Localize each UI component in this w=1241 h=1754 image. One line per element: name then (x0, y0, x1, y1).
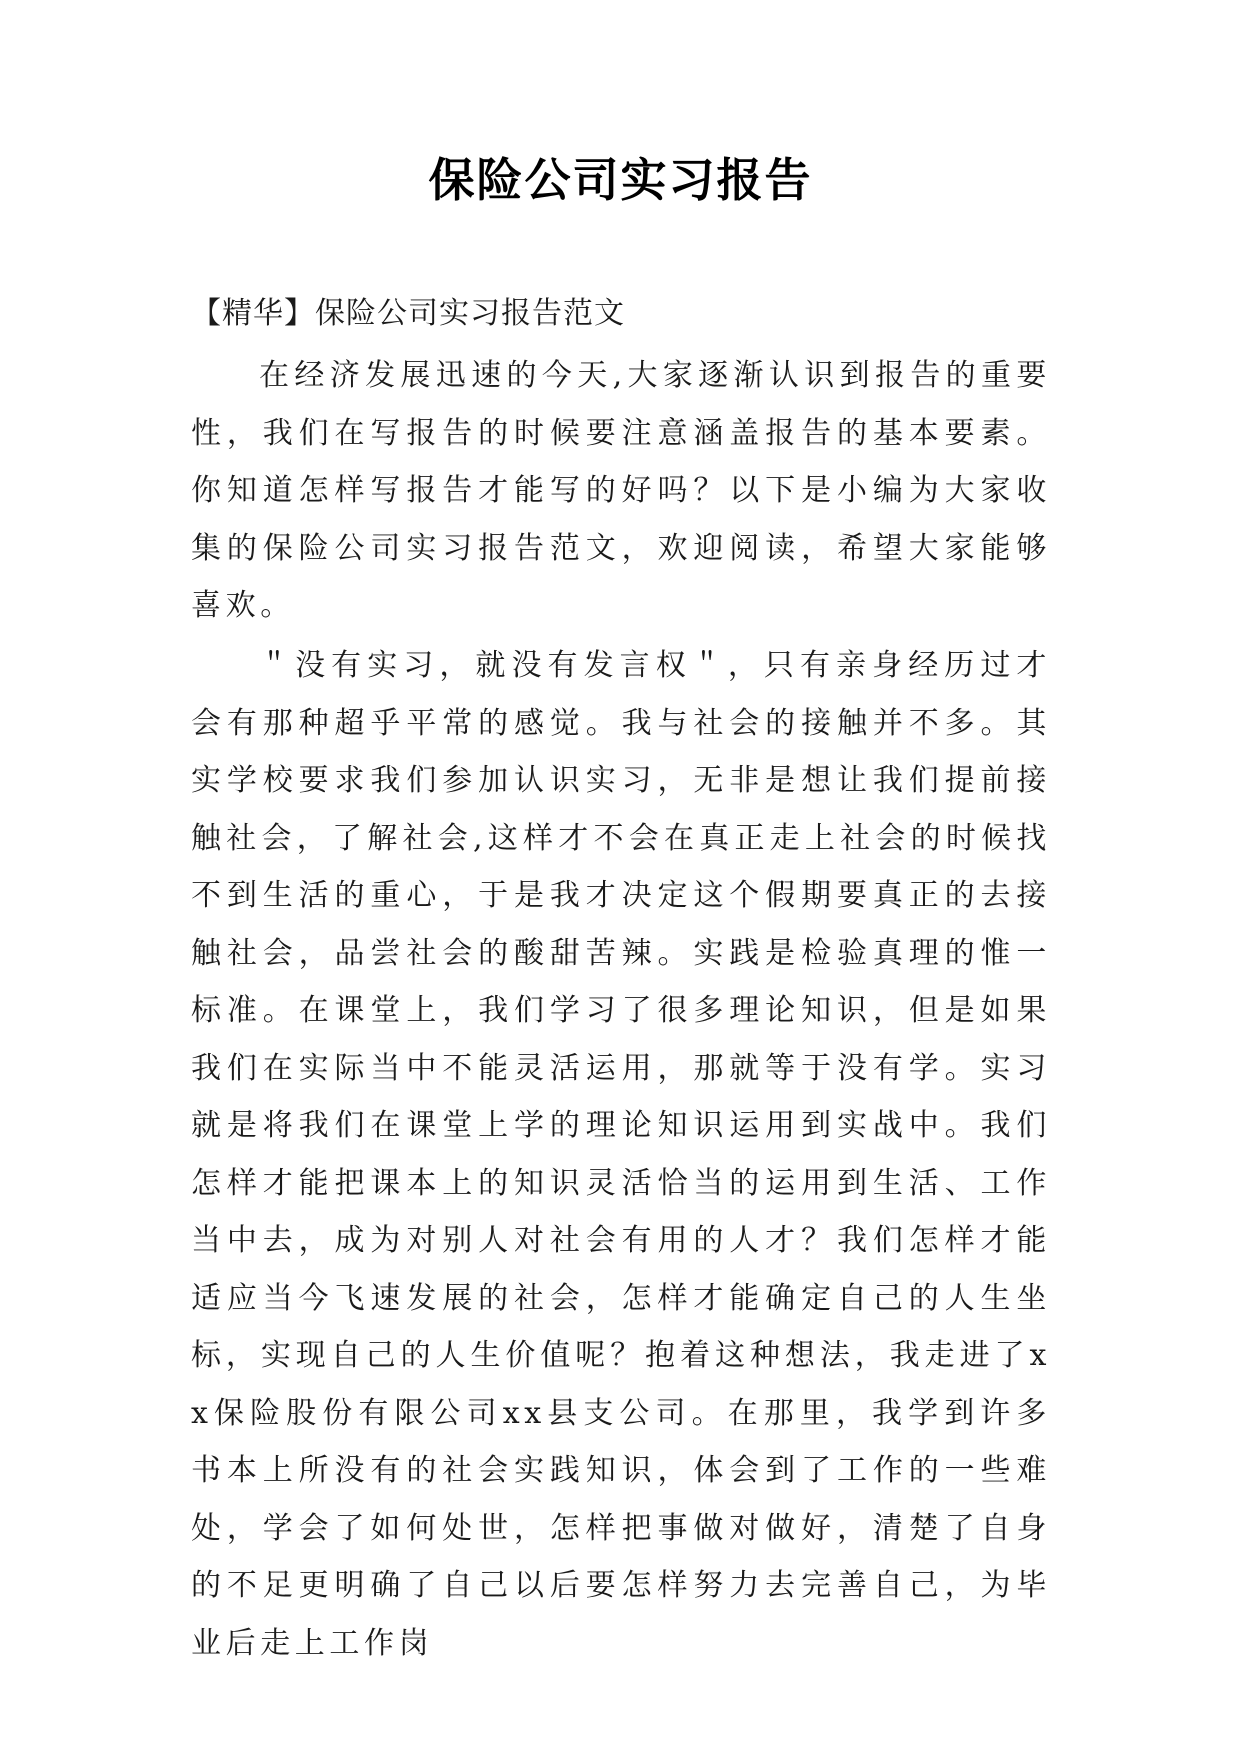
document-subtitle: 【精华】保险公司实习报告范文 (191, 296, 625, 331)
body-paragraph: ＂没有实习，就没有发言权＂，只有亲身经历过才会有那种超乎平常的感觉。我与社会的接触并不多。其实学校要求我们参加认识实习，无非是想让我们提前接触社会，了解社会,这样才不会在真正走上社会的时候找不到生活的重心，于是我才决定这个假期要真正的去接触社会，品尝社会的酸甜苦辣。实践是检验真理的惟一标准。在课堂上，我们学习了很多理论知识，但是如果我们在实际当中不能灵活运用，那就等于没有学。实习就是将我们在课堂上学的理论知识运用到实战中。我们怎样才能把课本上的知识灵活恰当的运用到生活、工作当中去，成为对别人对社会有用的人才？我们怎样才能适应当今飞速发展的社会，怎样才能确定自己的人生坐标，实现自己的人生价值呢？抱着这种想法，我走进了xx保险股份有限公司xx县支公司。在那里，我学到许多书本上所没有的社会实践知识，体会到了工作的一些难处，学会了如何处世，怎样把事做对做好，清楚了自身的不足更明确了自己以后要怎样努力去完善自己，为毕业后走上工作岗 (191, 648, 1051, 1661)
document-title: 保险公司实习报告 (428, 153, 813, 207)
intro-paragraph: 在经济发展迅速的今天,大家逐渐认识到报告的重要性，我们在写报告的时候要注意涵盖报告的基本要素。你知道怎样写报告才能写的好吗？以下是小编为大家收集的保险公司实习报告范文，欢迎阅读，希望大家能够喜欢。 (191, 358, 1051, 623)
